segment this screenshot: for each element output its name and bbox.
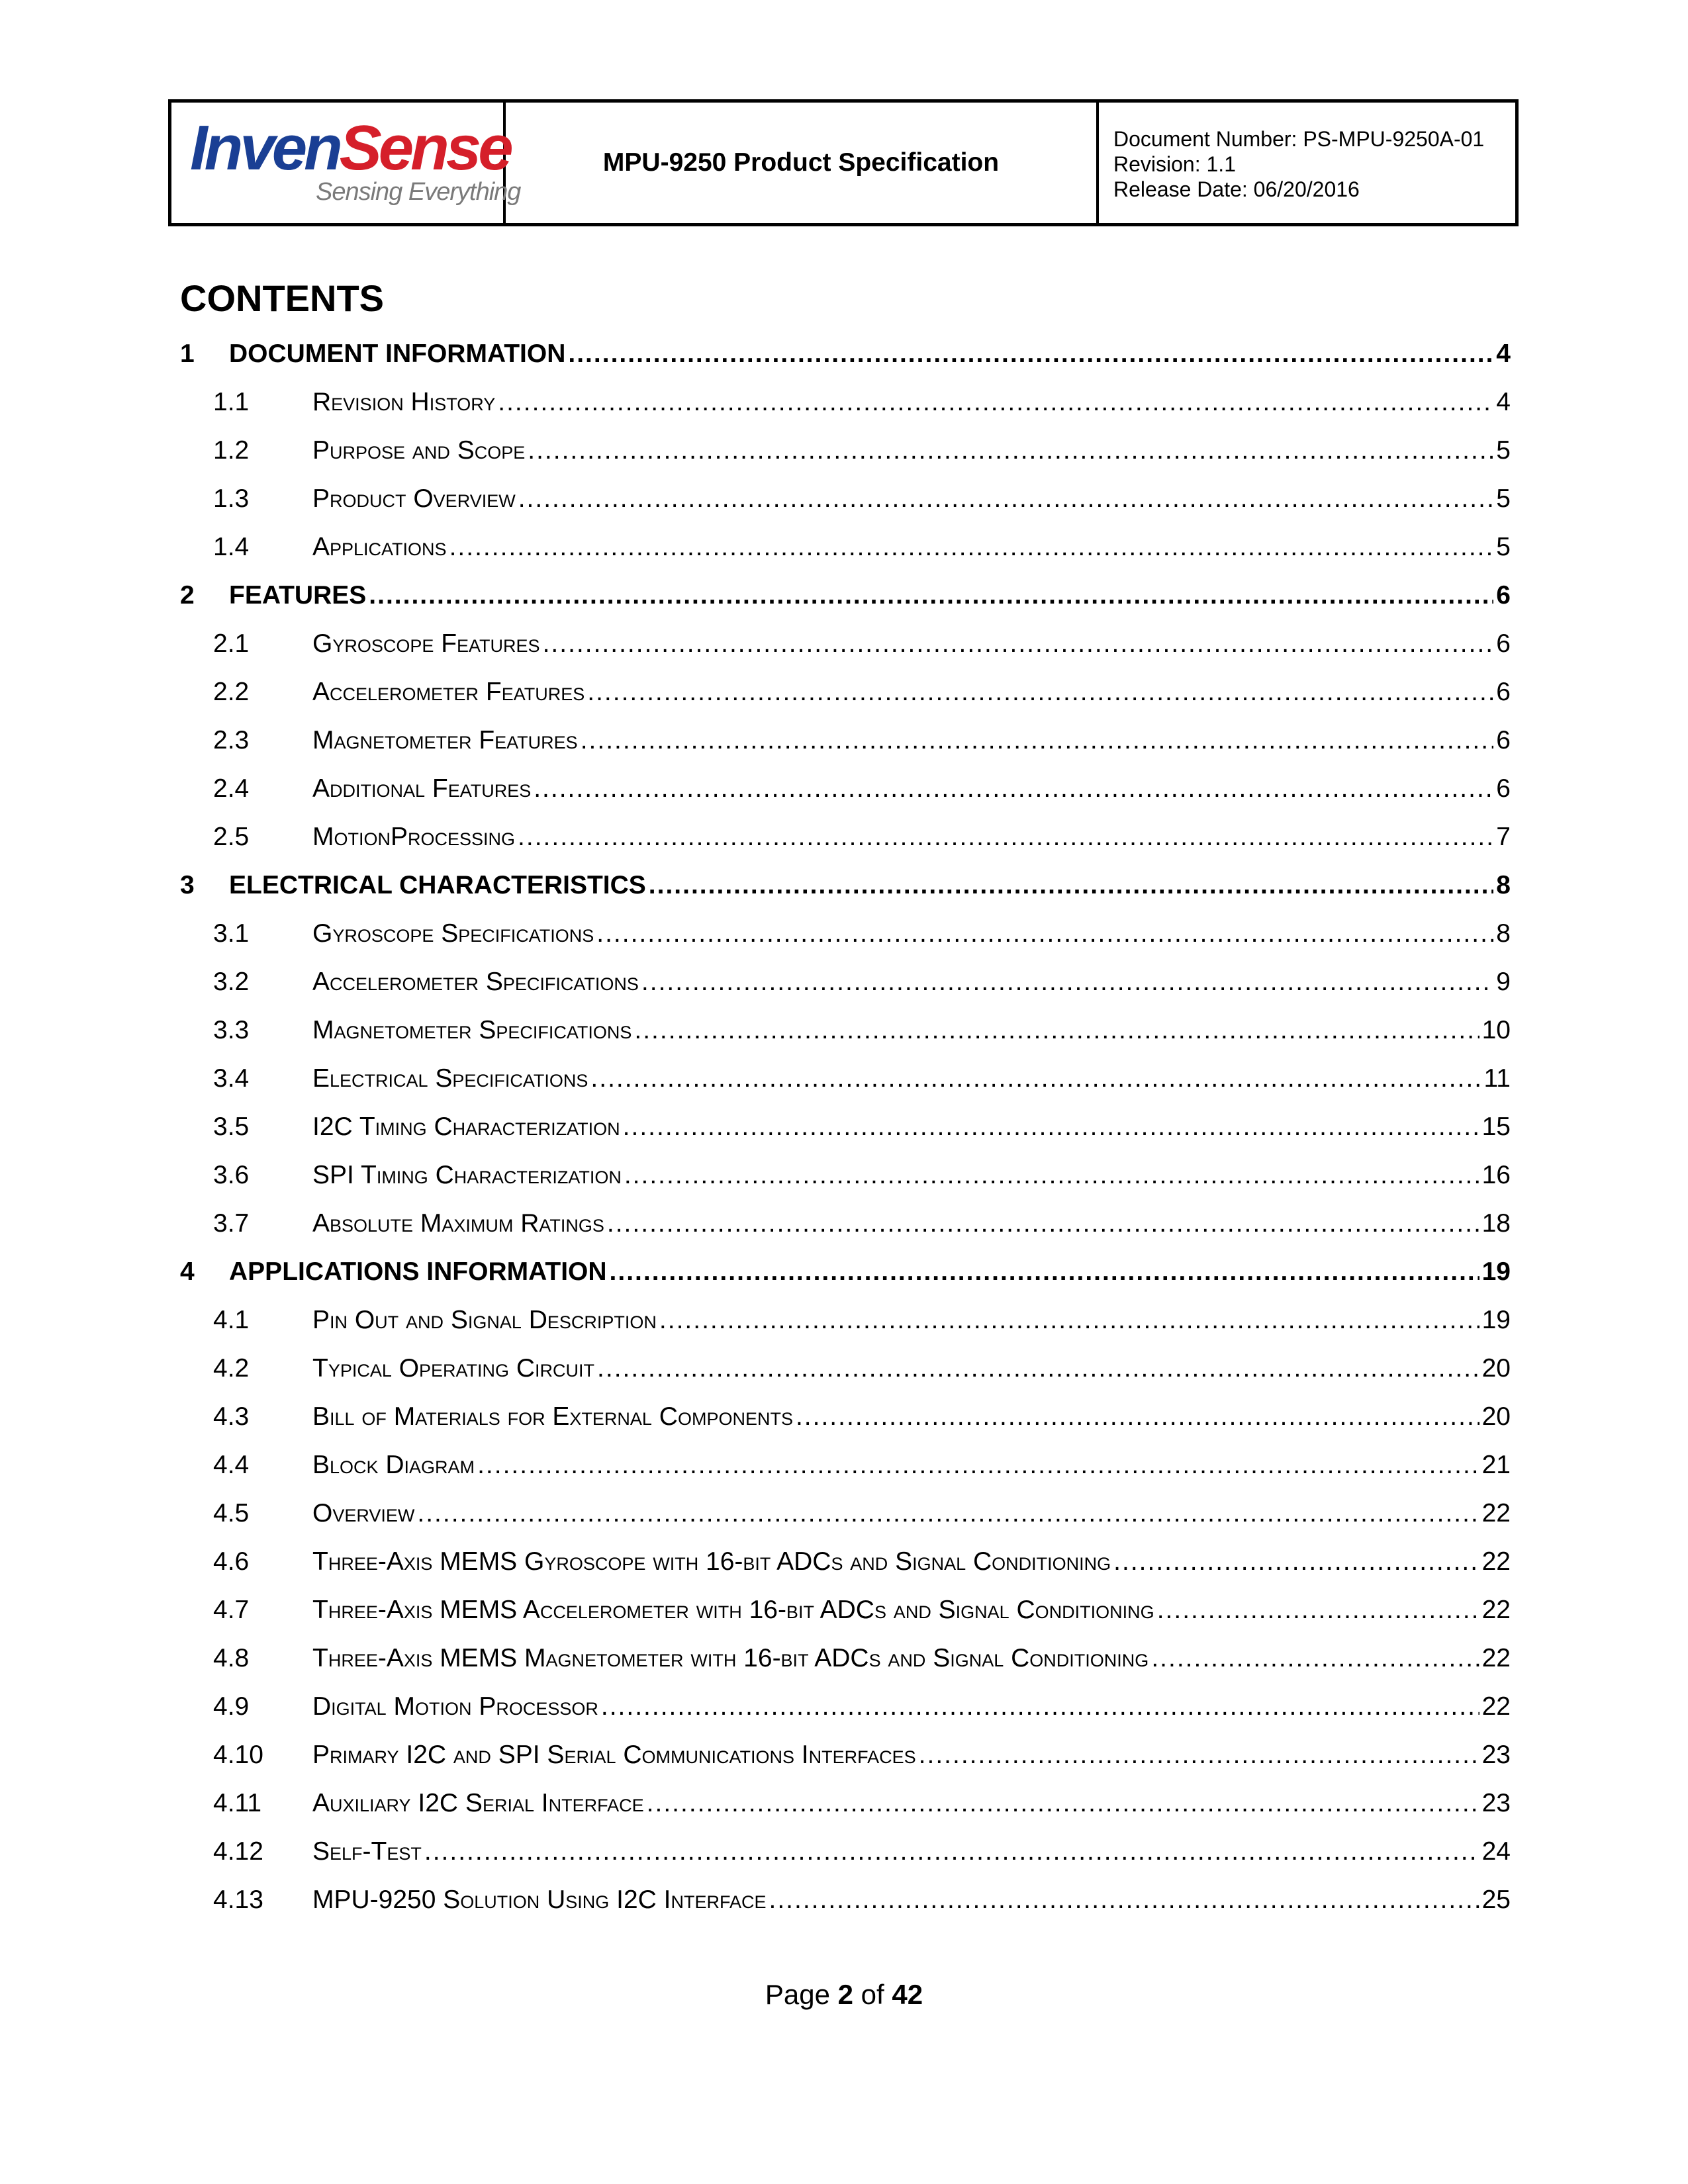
toc-entry-label: Absolute Maximum Ratings (312, 1209, 604, 1238)
toc-leader-dots (417, 1489, 1479, 1537)
toc-entry[interactable] (180, 813, 1511, 861)
toc-entry[interactable] (180, 1537, 1511, 1586)
toc-leader-dots (659, 1296, 1479, 1344)
toc-leader-dots (610, 1248, 1479, 1296)
footer-prefix: Page (765, 1979, 838, 2010)
toc-leader-dots (587, 668, 1493, 716)
toc-entry-label: Three-Axis MEMS Accelerometer with 16-bit ADCs and Signal Conditioning (312, 1596, 1154, 1624)
toc-entry[interactable] (180, 1441, 1511, 1489)
toc-entry-label: Applications (312, 533, 447, 561)
toc-leader-dots (424, 1827, 1479, 1876)
toc-entry-number: 2.1 (213, 629, 250, 658)
toc-entry-page: 8 (1496, 871, 1511, 899)
toc-entry-label: Accelerometer Specifications (312, 968, 639, 996)
logo-brand-sense: Sense (339, 113, 510, 183)
toc-entry[interactable] (180, 1779, 1511, 1827)
toc-entry[interactable] (180, 668, 1511, 716)
toc-entry-page: 22 (1481, 1692, 1511, 1721)
toc-entry-page: 23 (1481, 1789, 1511, 1817)
toc-entry[interactable] (180, 1876, 1511, 1924)
logo-brand-inven: Inven (190, 113, 340, 183)
toc-leader-dots (1113, 1537, 1479, 1586)
toc-entry-number: 4.13 (213, 1886, 263, 1914)
toc-entry-number: 2 (180, 581, 195, 610)
toc-entry-label: MotionProcessing (312, 823, 516, 851)
toc-leader-dots (518, 475, 1494, 523)
toc-leader-dots (1151, 1634, 1479, 1682)
toc-leader-dots (590, 1054, 1481, 1103)
logo-brand (190, 112, 510, 185)
toc-entry-number: 1.3 (213, 484, 250, 513)
toc-entry-page: 25 (1481, 1886, 1511, 1914)
toc-leader-dots (543, 619, 1494, 668)
toc-leader-dots (498, 378, 1493, 426)
toc-entry-number: 4.9 (213, 1692, 250, 1721)
toc-entry[interactable] (180, 1634, 1511, 1682)
toc-entry-number: 2.4 (213, 774, 250, 803)
toc-leader-dots (641, 958, 1493, 1006)
toc-entry[interactable] (180, 1199, 1511, 1248)
toc-entry[interactable] (180, 1296, 1511, 1344)
toc-entry-label: APPLICATIONS INFORMATION (229, 1257, 607, 1286)
toc-entry[interactable] (180, 378, 1511, 426)
toc-entry-label: Accelerometer Features (312, 678, 585, 706)
toc-entry-page: 11 (1483, 1064, 1511, 1093)
toc-leader-dots (581, 716, 1494, 764)
toc-entry-label: Purpose and Scope (312, 436, 526, 465)
toc-entry-number: 1.4 (213, 533, 250, 561)
toc-entry-page: 10 (1481, 1016, 1511, 1044)
toc-entry-page: 6 (1496, 726, 1511, 754)
toc-entry-page: 15 (1481, 1113, 1511, 1141)
toc-entry-page: 22 (1481, 1596, 1511, 1624)
toc-entry-number: 4.5 (213, 1499, 250, 1527)
toc-entry-number: 4.1 (213, 1306, 250, 1334)
toc-entry-number: 1.2 (213, 436, 250, 465)
toc-leader-dots (597, 1344, 1479, 1392)
toc-entry-page: 23 (1481, 1741, 1511, 1769)
toc-entry-number: 3.6 (213, 1161, 250, 1189)
toc-entry-page: 4 (1496, 388, 1511, 416)
toc-entry[interactable] (180, 1682, 1511, 1731)
toc-entry-label: FEATURES (229, 581, 367, 610)
logo-tagline: Sensing Everything (316, 178, 521, 206)
toc-entry[interactable] (180, 861, 1511, 909)
document-header (168, 99, 1519, 226)
toc-entry[interactable] (180, 764, 1511, 813)
toc-entry-page: 16 (1481, 1161, 1511, 1189)
toc-entry-label: Electrical Specifications (312, 1064, 588, 1093)
document-title: MPU-9250 Product Specification (602, 148, 1000, 177)
toc-entry[interactable] (180, 1731, 1511, 1779)
toc-entry-number: 3.2 (213, 968, 250, 996)
toc-leader-dots (528, 426, 1493, 475)
logo-cell (171, 103, 521, 223)
toc-entry-page: 5 (1496, 436, 1511, 465)
toc-entry-number: 4 (180, 1257, 195, 1286)
toc-entry[interactable] (180, 426, 1511, 475)
toc-entry-page: 6 (1496, 678, 1511, 706)
toc-entry[interactable] (180, 1151, 1511, 1199)
toc-entry[interactable] (180, 1248, 1511, 1296)
toc-entry-number: 4.4 (213, 1451, 250, 1479)
toc-entry[interactable] (180, 330, 1511, 378)
toc-leader-dots (624, 1151, 1479, 1199)
toc-entry[interactable] (180, 1489, 1511, 1537)
toc-entry-label: I2C Timing Characterization (312, 1113, 620, 1141)
toc-leader-dots (607, 1199, 1479, 1248)
toc-entry-label: Additional Features (312, 774, 532, 803)
toc-leader-dots (477, 1441, 1479, 1489)
toc-entry-number: 4.3 (213, 1402, 250, 1431)
toc-entry-page: 6 (1496, 774, 1511, 803)
toc-leader-dots (647, 1779, 1479, 1827)
toc-entry-number: 4.7 (213, 1596, 250, 1624)
revision: Revision: 1.1 (1113, 152, 1236, 176)
table-of-contents (180, 330, 1511, 1924)
toc-entry-label: MPU-9250 Solution Using I2C Interface (312, 1886, 767, 1914)
toc-entry-page: 22 (1481, 1547, 1511, 1576)
toc-leader-dots (919, 1731, 1479, 1779)
toc-entry-number: 2.3 (213, 726, 250, 754)
toc-entry[interactable] (180, 958, 1511, 1006)
toc-entry-number: 3.1 (213, 919, 250, 948)
toc-entry-label: ELECTRICAL CHARACTERISTICS (229, 871, 646, 899)
toc-entry-label: Primary I2C and SPI Serial Communications Interfaces (312, 1741, 916, 1769)
toc-entry-number: 1 (180, 340, 195, 368)
toc-entry[interactable] (180, 1006, 1511, 1054)
toc-entry[interactable] (180, 909, 1511, 958)
toc-entry-number: 4.11 (213, 1789, 262, 1817)
toc-entry-page: 6 (1496, 581, 1511, 610)
toc-entry-page: 19 (1481, 1257, 1511, 1286)
toc-entry[interactable] (180, 1392, 1511, 1441)
toc-entry-number: 3.3 (213, 1016, 250, 1044)
toc-entry-label: Overview (312, 1499, 415, 1527)
toc-entry-number: 4.2 (213, 1354, 250, 1383)
toc-entry[interactable] (180, 1586, 1511, 1634)
toc-entry-page: 4 (1496, 340, 1511, 368)
toc-entry-page: 9 (1496, 968, 1511, 996)
toc-entry-label: Bill of Materials for External Components (312, 1402, 793, 1431)
toc-entry-label: Gyroscope Specifications (312, 919, 594, 948)
toc-entry-label: Magnetometer Specifications (312, 1016, 632, 1044)
toc-entry-label: Product Overview (312, 484, 516, 513)
toc-entry-label: Auxiliary I2C Serial Interface (312, 1789, 644, 1817)
footer-total-pages: 42 (892, 1979, 923, 2010)
toc-entry-page: 22 (1481, 1644, 1511, 1672)
toc-entry-page: 24 (1481, 1837, 1511, 1866)
page-footer (0, 1979, 1688, 2011)
toc-entry[interactable] (180, 1344, 1511, 1392)
toc-leader-dots (369, 571, 1493, 619)
footer-middle: of (853, 1979, 892, 2010)
toc-entry-page: 18 (1481, 1209, 1511, 1238)
toc-leader-dots (449, 523, 1494, 571)
toc-entry[interactable] (180, 619, 1511, 668)
toc-leader-dots (518, 813, 1493, 861)
toc-entry-number: 4.10 (213, 1741, 263, 1769)
toc-leader-dots (623, 1103, 1479, 1151)
toc-entry[interactable] (180, 716, 1511, 764)
toc-leader-dots (1157, 1586, 1479, 1634)
toc-entry-number: 3 (180, 871, 195, 899)
toc-entry-label: Typical Operating Circuit (312, 1354, 595, 1383)
toc-leader-dots (534, 764, 1493, 813)
toc-entry-label: Three-Axis MEMS Magnetometer with 16-bit ADCs and Signal Conditioning (312, 1644, 1149, 1672)
toc-entry-page: 7 (1496, 823, 1511, 851)
toc-leader-dots (796, 1392, 1479, 1441)
toc-entry[interactable] (180, 571, 1511, 619)
toc-entry[interactable] (180, 1827, 1511, 1876)
toc-entry-number: 3.4 (213, 1064, 250, 1093)
toc-entry-label: SPI Timing Characterization (312, 1161, 622, 1189)
toc-entry-number: 4.8 (213, 1644, 250, 1672)
toc-leader-dots (568, 330, 1493, 378)
toc-entry-page: 5 (1496, 533, 1511, 561)
toc-entry-page: 21 (1481, 1451, 1511, 1479)
release-date: Release Date: 06/20/2016 (1113, 177, 1360, 201)
toc-entry-label: Revision History (312, 388, 496, 416)
title-cell (506, 103, 1099, 223)
document-number: Document Number: PS-MPU-9250A-01 (1113, 127, 1485, 151)
toc-entry-page: 19 (1481, 1306, 1511, 1334)
toc-leader-dots (769, 1876, 1479, 1924)
toc-leader-dots (649, 861, 1494, 909)
toc-entry-number: 1.1 (213, 388, 250, 416)
toc-entry[interactable] (180, 475, 1511, 523)
toc-entry-page: 20 (1481, 1354, 1511, 1383)
toc-leader-dots (601, 1682, 1479, 1731)
toc-entry-number: 3.7 (213, 1209, 250, 1238)
footer-current-page: 2 (837, 1979, 854, 2010)
toc-entry[interactable] (180, 1103, 1511, 1151)
toc-entry-number: 4.12 (213, 1837, 263, 1866)
toc-entry-page: 5 (1496, 484, 1511, 513)
toc-entry-number: 2.2 (213, 678, 250, 706)
toc-entry-label: Block Diagram (312, 1451, 475, 1479)
toc-entry-page: 22 (1481, 1499, 1511, 1527)
toc-entry-page: 8 (1496, 919, 1511, 948)
toc-entry[interactable] (180, 523, 1511, 571)
invensense-logo (190, 112, 521, 224)
toc-entry-label: Digital Motion Processor (312, 1692, 598, 1721)
toc-leader-dots (634, 1006, 1479, 1054)
toc-entry-number: 3.5 (213, 1113, 250, 1141)
toc-entry[interactable] (180, 1054, 1511, 1103)
toc-entry-label: Self-Test (312, 1837, 422, 1866)
toc-leader-dots (596, 909, 1493, 958)
toc-entry-label: Three-Axis MEMS Gyroscope with 16-bit ADCs and Signal Conditioning (312, 1547, 1111, 1576)
meta-cell (1099, 103, 1515, 223)
toc-entry-label: Magnetometer Features (312, 726, 578, 754)
toc-entry-page: 20 (1481, 1402, 1511, 1431)
toc-entry-label: DOCUMENT INFORMATION (229, 340, 566, 368)
contents-heading: CONTENTS (180, 277, 384, 319)
toc-entry-label: Gyroscope Features (312, 629, 540, 658)
toc-entry-label: Pin Out and Signal Description (312, 1306, 657, 1334)
toc-entry-number: 4.6 (213, 1547, 250, 1576)
toc-entry-page: 6 (1496, 629, 1511, 658)
toc-entry-number: 2.5 (213, 823, 250, 851)
